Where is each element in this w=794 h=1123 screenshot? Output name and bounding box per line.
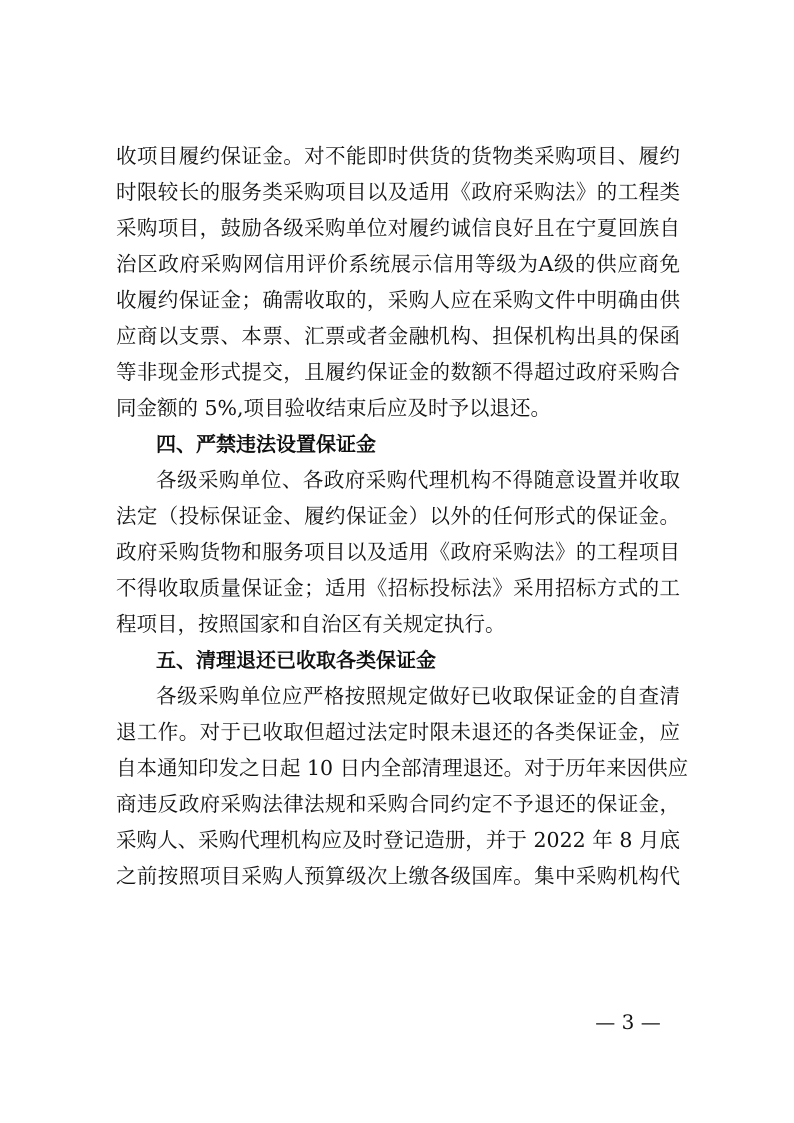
paragraph-line: 时限较长的服务类采购项目以及适用《政府采购法》的工程类 — [116, 180, 680, 204]
paragraph-line: 采购人、采购代理机构应及时登记造册，并于 2022 年 8 月底 — [116, 828, 680, 852]
paragraph-line: 各级采购单位应严格按照规定做好已收取保证金的自查清 — [156, 684, 680, 708]
paragraph-line: 采购项目，鼓励各级采购单位对履约诚信良好且在宁夏回族自 — [116, 216, 680, 240]
paragraph-line: 收履约保证金；确需收取的，采购人应在采购文件中明确由供 — [116, 288, 680, 312]
paragraph-line: 商违反政府采购法律法规和采购合同约定不予退还的保证金， — [116, 792, 680, 816]
paragraph-line: 等非现金形式提交，且履约保证金的数额不得超过政府采购合 — [116, 360, 680, 384]
document-body — [116, 138, 689, 894]
paragraph-line: 退工作。对于已收取但超过法定时限未退还的各类保证金，应 — [116, 720, 680, 744]
section-heading-4: 四、严禁违法设置保证金 — [156, 432, 376, 456]
paragraph-line: 收项目履约保证金。对不能即时供货的货物类采购项目、履约 — [116, 144, 680, 168]
paragraph-line: 政府采购货物和服务项目以及适用《政府采购法》的工程项目 — [116, 540, 680, 564]
paragraph-line: 自本通知印发之日起 10 日内全部清理退还。对于历年来因供应 — [116, 756, 689, 780]
section-heading-5: 五、清理退还已收取各类保证金 — [156, 648, 436, 672]
paragraph-line: 法定（投标保证金、履约保证金）以外的任何形式的保证金。 — [116, 504, 680, 528]
paragraph-line: 各级采购单位、各政府采购代理机构不得随意设置并收取 — [156, 468, 680, 492]
paragraph-line: 之前按照项目采购人预算级次上缴各级国库。集中采购机构代 — [116, 864, 680, 888]
paragraph-line: 同金额的 5%,项目验收结束后应及时予以退还。 — [116, 396, 552, 420]
page-number: — 3 — — [595, 1010, 661, 1034]
paragraph-line: 应商以支票、本票、汇票或者金融机构、担保机构出具的保函 — [116, 324, 680, 348]
paragraph-line: 治区政府采购网信用评价系统展示信用等级为A级的供应商免 — [116, 252, 680, 276]
paragraph-line: 不得收取质量保证金；适用《招标投标法》采用招标方式的工 — [116, 576, 680, 600]
paragraph-line: 程项目，按照国家和自治区有关规定执行。 — [116, 612, 506, 636]
